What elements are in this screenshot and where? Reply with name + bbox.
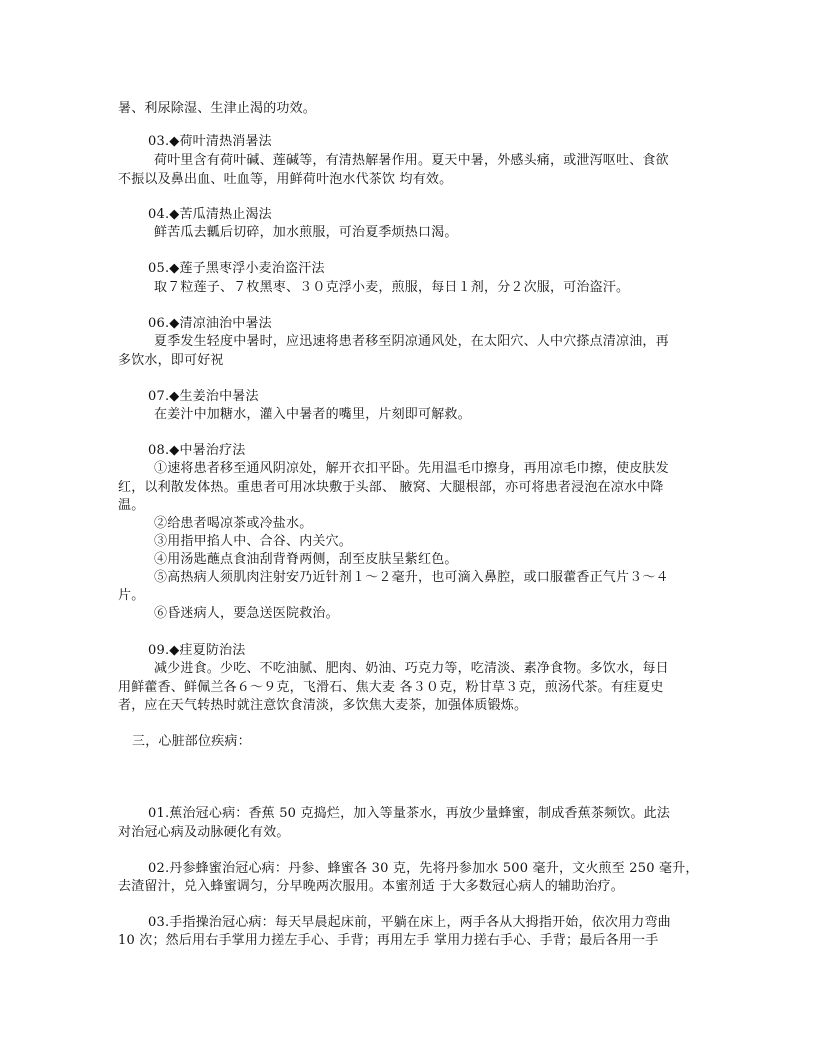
- text-line: ①速将患者移至通风阴凉处，解开衣扣平卧。先用温毛巾擦身，再用凉毛巾擦，使皮肤发: [154, 461, 669, 476]
- section-heading: 03.◆荷叶清热消暑法: [148, 134, 272, 149]
- text-line: 者，应在天气转热时就注意饮食清淡，多饮焦大麦茶，加强体质锻炼。: [118, 698, 528, 713]
- text-line: ⑥昏迷病人，要急送医院救治。: [154, 606, 339, 621]
- text-line: ③用指甲掐人中、合谷、内关穴。: [154, 534, 353, 549]
- text-line: ②给患者喝凉茶或冷盐水。: [154, 516, 313, 531]
- text-line: 用鲜藿香、鲜佩兰各６～９克，飞滑石、焦大麦 各３０克，粉甘草３克，煎汤代茶。有疰夏史: [118, 680, 664, 695]
- text-line: 暑、利尿除湿、生津止渴的功效。: [118, 101, 317, 116]
- section-heading: 06.◆清凉油治中暑法: [148, 316, 272, 331]
- text-line: 取７粒莲子、７枚黑枣、３０克浮小麦，煎服，每日１剂，分２次服，可治盗汗。: [154, 280, 630, 295]
- text-line: 荷叶里含有荷叶碱、莲碱等，有清热解暑作用。夏天中暑，外感头痛，或泄泻呕吐、食欲: [154, 153, 669, 168]
- text-line: 02.丹参蜂蜜治冠心病：丹参、蜂蜜各 30 克，先将丹参加水 500 毫升，文火煎至 250 毫升，: [148, 861, 699, 876]
- text-line: 片。: [118, 588, 145, 603]
- text-line: 03.手指操治冠心病：每天早晨起床前，平躺在床上，两手各从大拇指开始，依次用力弯曲: [148, 915, 671, 930]
- section-heading: 08.◆中暑治疗法: [148, 443, 246, 458]
- text-line: ⑤高热病人须肌肉注射安乃近针剂１～２毫升，也可滴入鼻腔，或口服藿香正气片３～４: [154, 570, 669, 585]
- text-line: 对治冠心病及动脉硬化有效。: [118, 825, 290, 840]
- text-line: 温。: [118, 498, 145, 513]
- section-heading: 09.◆疰夏防治法: [148, 643, 246, 658]
- text-line: 去渣留汁，兑入蜂蜜调匀，分早晚两次服用。本蜜剂适 于大多数冠心病人的辅助治疗。: [118, 879, 624, 894]
- text-line: 鲜苦瓜去瓤后切碎，加水煎服，可治夏季烦热口渴。: [154, 225, 458, 240]
- text-line: 不振以及鼻出血、吐血等，用鲜荷叶泡水代茶饮 均有效。: [118, 172, 453, 187]
- section-heading: 07.◆生姜治中暑法: [148, 389, 259, 404]
- text-line: 01.蕉治冠心病：香蕉 50 克捣烂，加入等量茶水，再放少量蜂蜜，制成香蕉茶频饮。此法: [148, 806, 671, 821]
- section-heading: 05.◆莲子黑枣浮小麦治盗汗法: [148, 261, 325, 276]
- text-line: 10 次；然后用右手掌用力搓左手心、手背；再用左手 掌用力搓右手心、手背；最后各用一手: [118, 933, 659, 948]
- text-line: ④用汤匙蘸点食油刮背脊两侧，刮至皮肤呈紫红色。: [154, 552, 458, 567]
- text-line: 减少进食。少吃、不吃油腻、肥肉、奶油、巧克力等，吃清淡、素净食物。多饮水，每日: [154, 661, 669, 676]
- text-line: 在姜汁中加糖水，灌入中暑者的嘴里，片刻即可解救。: [154, 407, 471, 422]
- section-heading: 04.◆苦瓜清热止渴法: [148, 207, 272, 222]
- text-line: 多饮水，即可好祝: [118, 353, 224, 368]
- text-line: 夏季发生轻度中暑时，应迅速将患者移至阴凉通风处，在太阳穴、人中穴搽点清凉油，再: [154, 334, 669, 349]
- text-line: 红，以利散发体热。重患者可用冰块敷于头部、 腋窝、大腿根部，亦可将患者浸泡在凉水中降: [118, 480, 664, 495]
- chapter-heading: 三，心脏部位疾病：: [132, 734, 251, 749]
